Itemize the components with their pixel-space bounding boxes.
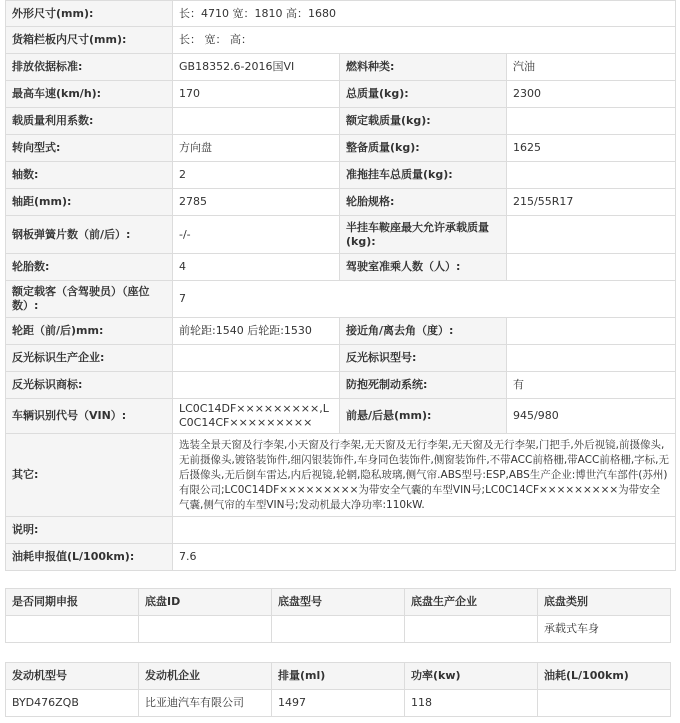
engine-data-row: [6, 690, 671, 717]
spec-value: [507, 254, 676, 281]
spec-value: GB18352.6-2016国VI: [173, 54, 340, 81]
spec-row: [6, 281, 676, 318]
engine-header-row: [6, 663, 671, 690]
spec-value: LC0C14DF×××××××××,LC0C14CF×××××××××: [173, 399, 340, 434]
spec-value: [507, 216, 676, 254]
spec-value: [173, 517, 676, 544]
spec-value: 有: [507, 372, 676, 399]
engine-header: 排量(ml): [272, 663, 405, 690]
spec-value: 215/55R17: [507, 189, 676, 216]
chassis-header: 底盘生产企业: [405, 589, 538, 616]
spec-value: [507, 318, 676, 345]
spec-value: 汽油: [507, 54, 676, 81]
spec-value: [173, 108, 340, 135]
spec-label: 外形尺寸(mm):: [6, 1, 173, 27]
spec-value: 2: [173, 162, 340, 189]
spec-row: [6, 189, 676, 216]
spec-label: 前悬/后悬(mm):: [340, 399, 507, 434]
spec-label: 轮距（前/后)mm:: [6, 318, 173, 345]
spec-value: 170: [173, 81, 340, 108]
spec-label: 轮胎规格:: [340, 189, 507, 216]
spec-label: 半挂车鞍座最大允许承载质量(kg):: [340, 216, 507, 254]
spec-value: 选装全景天窗及行李架,小天窗及行李架,无天窗及无行李架,无天窗及无行李架,门把手,外后视镜,前摄像头,无前摄像头,镀铬装饰件,细闪银装饰件,车身同色装饰件,侧窗装饰件,不带ACC前格栅,带ACC前格栅,字标,无后摄像头,无后倒车雷达,内后视镜,轮辋,隐私玻璃,侧气帘.ABS型号:ESP,ABS生产企业:博世汽车部件(苏州)有限公司;LC0C14DF×××××××××为带安全气囊的车型VIN号;LC0C14CF×××××××××为带安全气囊,侧气帘的车型VIN号;发动机最大净功率:110kW.: [173, 434, 676, 517]
spec-row: [6, 345, 676, 372]
spec-value: 7: [173, 281, 676, 318]
chassis-cell: [6, 616, 139, 643]
spec-label: 准拖挂车总质量(kg):: [340, 162, 507, 189]
spec-label: 反光标识型号:: [340, 345, 507, 372]
spec-value: 2785: [173, 189, 340, 216]
spec-row: [6, 372, 676, 399]
chassis-header: 底盘类别: [538, 589, 671, 616]
spec-row: [6, 399, 676, 434]
chassis-cell: [405, 616, 538, 643]
chassis-data-row: [6, 616, 671, 643]
spec-row: [6, 544, 676, 571]
spec-value: 1625: [507, 135, 676, 162]
spec-label: 最高车速(km/h):: [6, 81, 173, 108]
spec-value: 方向盘: [173, 135, 340, 162]
spec-row: [6, 108, 676, 135]
spec-label: 额定载质量(kg):: [340, 108, 507, 135]
chassis-header: 底盘ID: [139, 589, 272, 616]
chassis-cell: [139, 616, 272, 643]
spec-label: 反光标识商标:: [6, 372, 173, 399]
engine-header: 发动机企业: [139, 663, 272, 690]
chassis-cell: [272, 616, 405, 643]
engine-cell: 比亚迪汽车有限公司: [139, 690, 272, 717]
spec-row: [6, 254, 676, 281]
engine-header: 油耗(L/100km): [538, 663, 671, 690]
spec-value: [173, 372, 340, 399]
spec-label: 总质量(kg):: [340, 81, 507, 108]
spec-value: 7.6: [173, 544, 676, 571]
spec-value: -/-: [173, 216, 340, 254]
spec-label: 轴距(mm):: [6, 189, 173, 216]
spec-value: 4: [173, 254, 340, 281]
chassis-table: [5, 588, 671, 643]
spec-label: 说明:: [6, 517, 173, 544]
spec-value: 前轮距:1540 后轮距:1530: [173, 318, 340, 345]
spec-row: [6, 434, 676, 517]
spec-value: 长： 宽： 高：: [173, 27, 676, 54]
spec-label: 轮胎数:: [6, 254, 173, 281]
engine-header: 发动机型号: [6, 663, 139, 690]
chassis-header: 底盘型号: [272, 589, 405, 616]
spec-value: [173, 345, 340, 372]
spec-row: [6, 27, 676, 54]
spec-row: [6, 54, 676, 81]
chassis-cell: 承载式车身: [538, 616, 671, 643]
spec-label: 排放依据标准:: [6, 54, 173, 81]
spec-label: 车辆识别代号（VIN）:: [6, 399, 173, 434]
spec-label: 额定载客（含驾驶员）（座位数）:: [6, 281, 173, 318]
spec-value: [507, 345, 676, 372]
engine-cell: [538, 690, 671, 717]
vehicle-spec-table: [5, 0, 676, 571]
spec-label: 其它:: [6, 434, 173, 517]
engine-cell: 1497: [272, 690, 405, 717]
spec-row: [6, 81, 676, 108]
chassis-header: 是否同期申报: [6, 589, 139, 616]
spec-label: 钢板弹簧片数（前/后）:: [6, 216, 173, 254]
spec-row: [6, 318, 676, 345]
spec-value: [507, 108, 676, 135]
engine-table: [5, 662, 671, 717]
spec-value: 2300: [507, 81, 676, 108]
spec-label: 转向型式:: [6, 135, 173, 162]
engine-cell: BYD476ZQB: [6, 690, 139, 717]
spec-row: [6, 216, 676, 254]
spec-label: 载质量利用系数:: [6, 108, 173, 135]
spec-row: [6, 1, 676, 27]
engine-cell: 118: [405, 690, 538, 717]
spec-label: 防抱死制动系统:: [340, 372, 507, 399]
spec-row: [6, 162, 676, 189]
chassis-header-row: [6, 589, 671, 616]
spec-value: 长：4710 宽：1810 高：1680: [173, 1, 676, 27]
spec-label: 轴数:: [6, 162, 173, 189]
spec-label: 接近角/离去角（度）:: [340, 318, 507, 345]
spec-label: 驾驶室准乘人数（人）:: [340, 254, 507, 281]
spec-value: 945/980: [507, 399, 676, 434]
spec-label: 整备质量(kg):: [340, 135, 507, 162]
spec-label: 燃料种类:: [340, 54, 507, 81]
engine-header: 功率(kw): [405, 663, 538, 690]
spec-label: 货箱栏板内尺寸(mm):: [6, 27, 173, 54]
spec-label: 反光标识生产企业:: [6, 345, 173, 372]
spec-value: [507, 162, 676, 189]
spec-row: [6, 517, 676, 544]
spec-row: [6, 135, 676, 162]
spec-label: 油耗申报值(L/100km):: [6, 544, 173, 571]
